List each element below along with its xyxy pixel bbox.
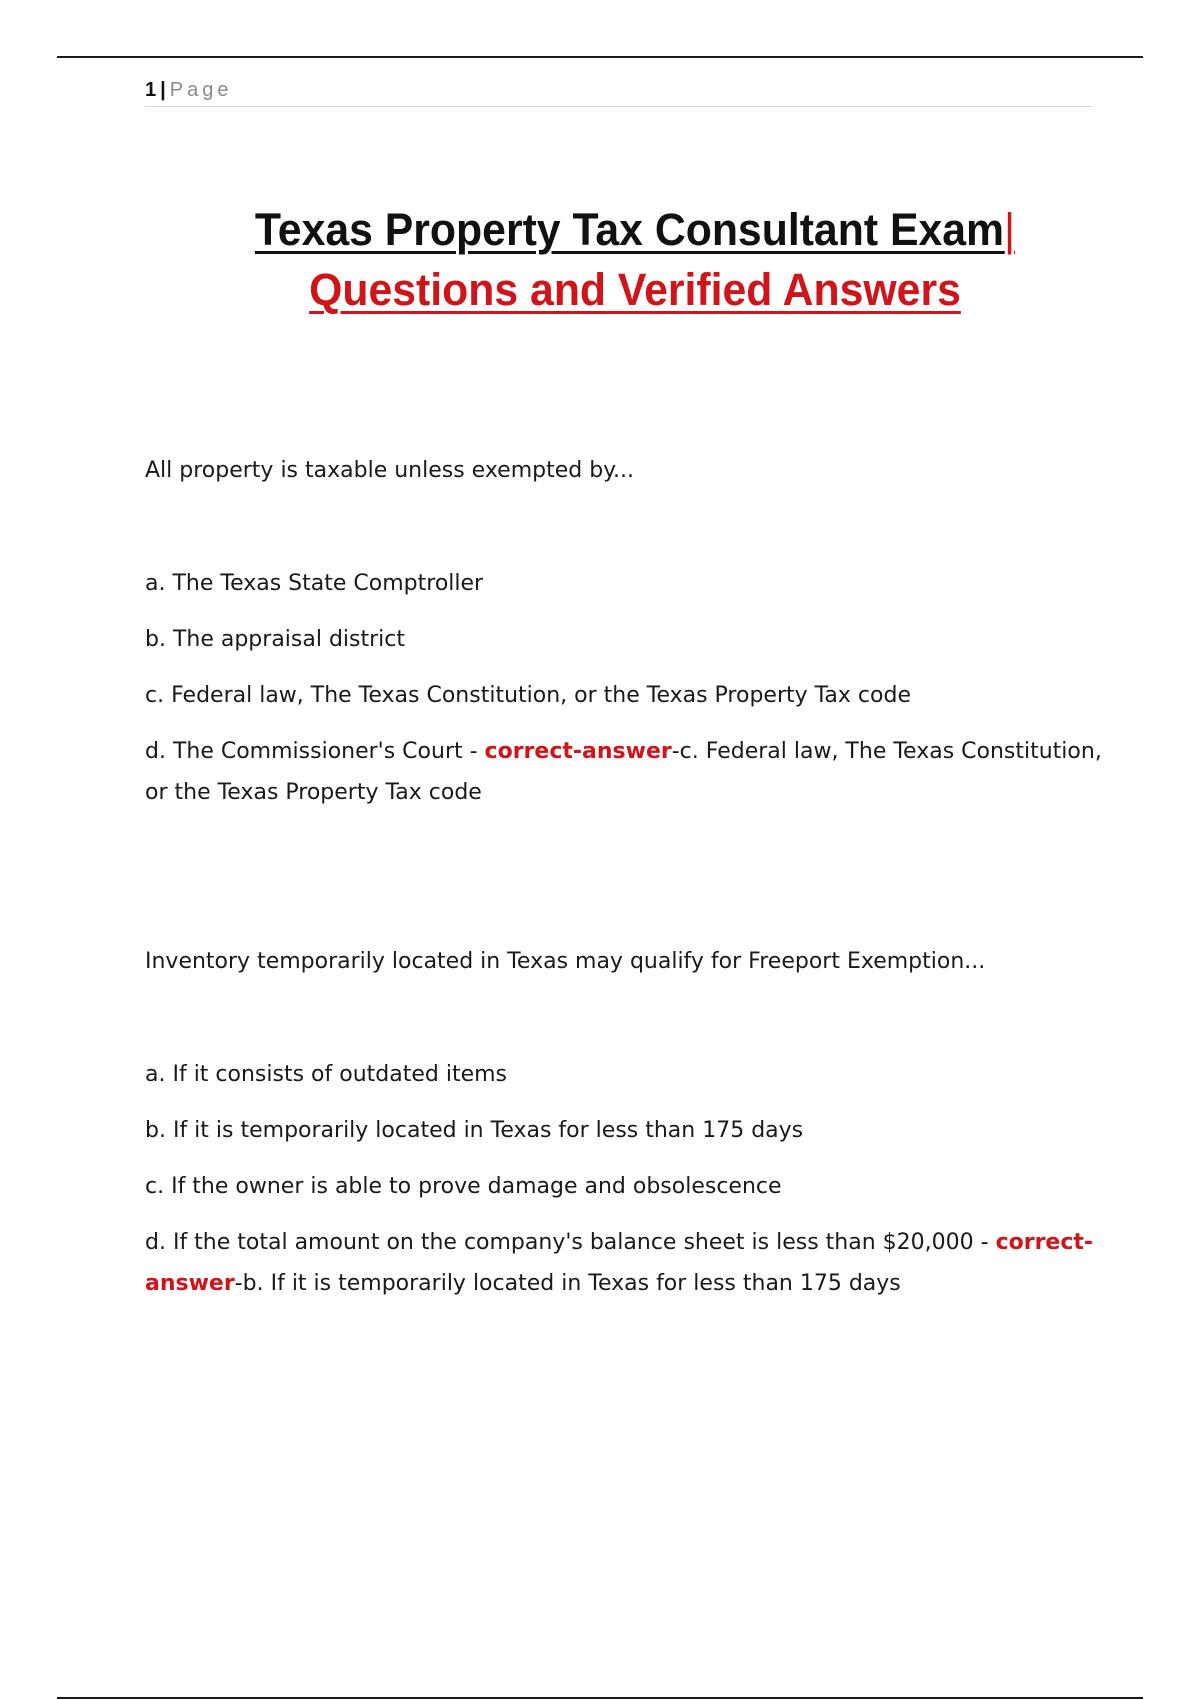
correct-answer-label: correct-answer [145,1230,1094,1296]
answer-option-b: b. If it is temporarily located in Texas for less than 175 days [145,1118,804,1143]
page-header [145,78,1093,107]
question-prompt: All property is taxable unless exempted by... [145,458,635,483]
answer-option-c: c. Federal law, The Texas Constitution, or the Texas Property Tax code [145,683,911,708]
document-title [170,200,1101,320]
title-line-1: Texas Property Tax Consultant Exam [254,204,1005,255]
question-block-1 [145,450,1105,813]
correct-answer-text: -c. Federal law, The Texas Constitution, or the Texas Property Tax code [145,739,1102,805]
page-separator: | [160,79,166,101]
answer-option-c: c. If the owner is able to prove damage and obsolescence [145,1174,782,1199]
bottom-rule [57,1697,1143,1699]
title-line-2: Questions and Verified Answers [309,264,961,315]
correct-answer-label: correct-answer [484,739,672,764]
question-prompt: Inventory temporarily located in Texas may qualify for Freeport Exemption... [145,949,986,974]
question-block-2 [145,941,1105,1304]
answer-option-d [145,1222,1105,1304]
answer-option-a: a. If it consists of outdated items [145,1062,508,1087]
correct-answer-text: -b. If it is temporarily located in Texas for less than 175 days [234,1271,901,1296]
answer-option-d [145,731,1105,813]
answer-option-b: b. The appraisal district [145,627,406,652]
page-label: Page [169,79,233,101]
answer-option-d-text: d. If the total amount on the company's balance sheet is less than $20,000 - [145,1230,989,1255]
answer-option-a: a. The Texas State Comptroller [145,571,484,596]
page-number: 1 [145,79,157,101]
document-body [145,450,1105,1304]
title-pipe: | [1004,204,1016,255]
answer-option-d-text: d. The Commissioner's Court - [145,739,478,764]
top-rule [57,56,1143,58]
